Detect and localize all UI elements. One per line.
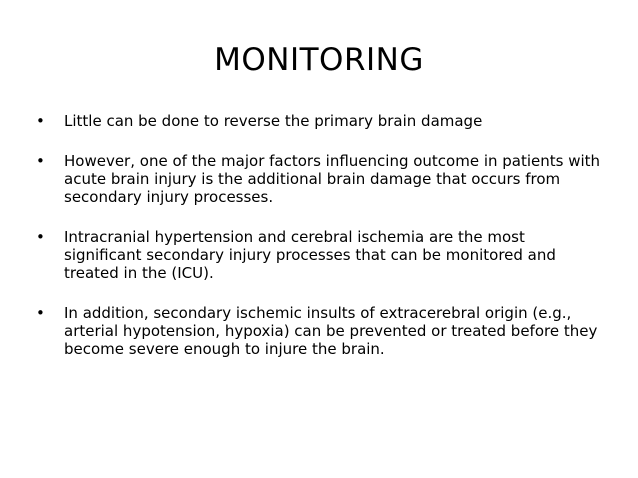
bullet-list: [36, 112, 606, 380]
bullet-item: [36, 304, 606, 358]
bullet-icon: •: [36, 228, 45, 246]
bullet-text: Little can be done to reverse the primary brain damage: [64, 112, 483, 130]
bullet-item: [36, 228, 606, 282]
bullet-text: However, one of the major factors influencing outcome in patients with acute brain injury is the additional brain damage that occurs from secondary injury processes.: [64, 152, 601, 206]
bullet-text: Intracranial hypertension and cerebral ischemia are the most significant secondary injury processes that can be monitored and treated in the (ICU).: [64, 228, 556, 282]
slide-title: MONITORING: [214, 42, 424, 78]
bullet-item: [36, 112, 606, 130]
bullet-icon: •: [36, 152, 45, 170]
bullet-item: [36, 152, 606, 206]
bullet-icon: •: [36, 304, 45, 322]
bullet-text: In addition, secondary ischemic insults of extracerebral origin (e.g., arterial hypotension, hypoxia) can be prevented or treated before they become severe enough to injure the brain.: [64, 304, 598, 358]
bullet-icon: •: [36, 112, 45, 130]
